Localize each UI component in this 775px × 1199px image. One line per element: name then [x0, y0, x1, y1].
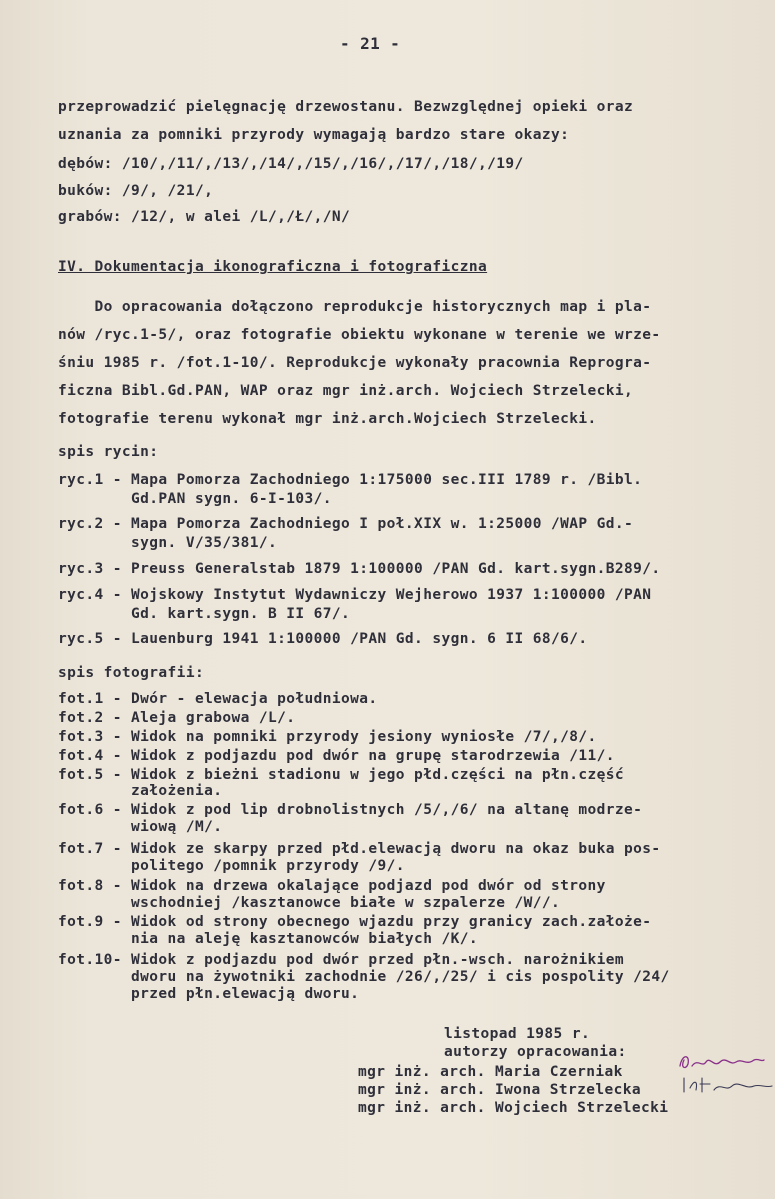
section-heading: IV. Dokumentacja ikonograficzna i fotograficzna: [58, 259, 488, 275]
foto-list-title: spis fotografii:: [58, 665, 205, 681]
handwritten-signature: [680, 1074, 775, 1096]
text-line: buków: /9/, /21/,: [58, 183, 214, 199]
foto-item: fot.2 - Aleja grabowa /L/.: [58, 710, 296, 726]
foto-item-cont: założenia.: [58, 783, 223, 799]
paragraph-line: Do opracowania dołączono reprodukcje historycznych map i pla-: [58, 299, 652, 315]
foto-item-cont: wiową /M/.: [58, 819, 223, 835]
author-line: mgr inż. arch. Wojciech Strzelecki: [358, 1100, 669, 1116]
text-line: dębów: /10/,/11/,/13/,/14/,/15/,/16/,/17/,/18/,/19/: [58, 156, 524, 172]
page-number: - 21 -: [340, 34, 401, 53]
foto-item-cont: przed płn.elewacją dworu.: [58, 986, 360, 1002]
text-line: uznania za pomniki przyrody wymagają bardzo stare okazy:: [58, 127, 570, 143]
rycin-item: ryc.2 - Mapa Pomorza Zachodniego I poł.XIX w. 1:25000 /WAP Gd.-: [58, 516, 634, 532]
rycin-item: ryc.5 - Lauenburg 1941 1:100000 /PAN Gd. sygn. 6 II 68/6/.: [58, 631, 588, 647]
foto-item-cont: dworu na żywotniki zachodnie /26/,/25/ i cis pospolity /24/: [58, 969, 670, 985]
rycin-item-cont: Gd. kart.sygn. B II 67/.: [58, 606, 351, 622]
foto-item-cont: nia na aleję kasztanowców białych /K/.: [58, 931, 478, 947]
author-line: mgr inż. arch. Maria Czerniak: [358, 1064, 623, 1080]
rycin-list-title: spis rycin:: [58, 444, 159, 460]
rycin-item: ryc.3 - Preuss Generalstab 1879 1:100000 /PAN Gd. kart.sygn.B289/.: [58, 561, 661, 577]
rycin-item-cont: sygn. V/35/381/.: [58, 535, 278, 551]
paragraph-line: fotografie terenu wykonał mgr inż.arch.Wojciech Strzelecki.: [58, 411, 597, 427]
foto-item: fot.9 - Widok od strony obecnego wjazdu przy granicy zach.założe-: [58, 914, 652, 930]
foto-item: fot.10- Widok z podjazdu pod dwór przed płn.-wsch. narożnikiem: [58, 952, 625, 968]
foto-item-cont: politego /pomnik przyrody /9/.: [58, 858, 405, 874]
foto-item: fot.8 - Widok na drzewa okalające podjazd pod dwór od strony: [58, 878, 606, 894]
document-date: listopad 1985 r.: [444, 1026, 591, 1042]
foto-item-cont: wschodniej /kasztanowce białe w szpalerze /W//.: [58, 895, 561, 911]
rycin-item-cont: Gd.PAN sygn. 6-I-103/.: [58, 491, 332, 507]
foto-item: fot.1 - Dwór - elewacja południowa.: [58, 691, 378, 707]
paragraph-line: nów /ryc.1-5/, oraz fotografie obiektu wykonane w terenie we wrze-: [58, 327, 661, 343]
author-line: mgr inż. arch. Iwona Strzelecka: [358, 1082, 642, 1098]
foto-item: fot.4 - Widok z podjazdu pod dwór na grupę starodrzewia /11/.: [58, 748, 615, 764]
foto-item: fot.3 - Widok na pomniki przyrody jesiony wyniosłe /7/,/8/.: [58, 729, 597, 745]
foto-item: fot.5 - Widok z bieżni stadionu w jego płd.części na płn.część: [58, 767, 625, 783]
foto-item: fot.7 - Widok ze skarpy przed płd.elewacją dworu na okaz buka pos-: [58, 841, 661, 857]
paragraph-line: ficzna Bibl.Gd.PAN, WAP oraz mgr inż.arch. Wojciech Strzelecki,: [58, 383, 634, 399]
text-line: grabów: /12/, w alei /L/,/Ł/,/N/: [58, 209, 351, 225]
foto-item: fot.6 - Widok z pod lip drobnolistnych /5/,/6/ na altanę modrze-: [58, 802, 643, 818]
text-line: przeprowadzić pielęgnację drzewostanu. Bezwzględnej opieki oraz: [58, 99, 634, 115]
handwritten-signature: [676, 1050, 768, 1074]
authors-title: autorzy opracowania:: [444, 1044, 627, 1060]
rycin-item: ryc.1 - Mapa Pomorza Zachodniego 1:175000 sec.III 1789 r. /Bibl.: [58, 472, 643, 488]
paragraph-line: śniu 1985 r. /fot.1-10/. Reprodukcje wykonały pracownia Reprogra-: [58, 355, 652, 371]
rycin-item: ryc.4 - Wojskowy Instytut Wydawniczy Wejherowo 1937 1:100000 /PAN: [58, 587, 652, 603]
